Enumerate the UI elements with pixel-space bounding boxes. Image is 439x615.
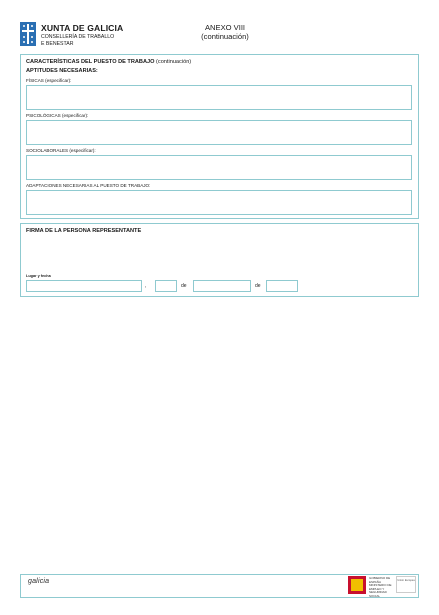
socio-labor-label: SOCIOLABORALES (especificar): (26, 148, 96, 153)
section-title-text: CARACTERÍSTICAS DEL PUESTO DE TRABAJO (26, 59, 155, 65)
physical-field[interactable] (26, 85, 412, 110)
org-department-line2: E BENESTAR (41, 41, 74, 47)
physical-label: FÍSICAS (especificar): (26, 78, 72, 83)
psychological-field[interactable] (26, 120, 412, 145)
psychological-label: PSICOLÓGICAS (especificar): (26, 113, 89, 118)
socio-labor-field[interactable] (26, 155, 412, 180)
aptitudes-title: APTITUDES NECESARIAS: (26, 68, 98, 74)
annex-subtitle: (continuación) (201, 32, 249, 41)
org-name: XUNTA DE GALICIA (41, 23, 124, 33)
xunta-cross-icon (20, 22, 36, 46)
month-input[interactable] (193, 280, 251, 292)
place-input[interactable] (26, 280, 142, 292)
job-characteristics-title (26, 59, 191, 65)
year-input[interactable] (266, 280, 298, 292)
org-department-line1: CONSELLERÍA DE TRABALLO (41, 34, 115, 40)
galicia-brand-mark: galicia (28, 578, 50, 585)
spain-government-shield-icon (348, 576, 366, 594)
comma-separator: , (145, 283, 147, 289)
de-separator-2: de (255, 283, 261, 289)
xunta-logo (20, 22, 36, 46)
signature-title: FIRMA DE LA PERSONA REPRESENTANTE (26, 228, 142, 234)
government-text: GOBIERNO DE ESPAÑA MINISTERIO DE EMPLEO Y SEGURIDAD SOCIAL (369, 576, 392, 598)
day-input[interactable] (155, 280, 177, 292)
eu-logo-box: Unión Europea (396, 576, 416, 593)
adaptations-label: ADAPTACIONES NECESARIAS AL PUESTO DE TRABAJO: (26, 183, 151, 188)
place-date-label: Lugar y fecha (26, 274, 51, 278)
annex-title: ANEXO VIII (204, 23, 246, 32)
de-separator-1: de (181, 283, 187, 289)
section-title-suffix: (continuación) (156, 59, 192, 65)
adaptations-field[interactable] (26, 190, 412, 215)
